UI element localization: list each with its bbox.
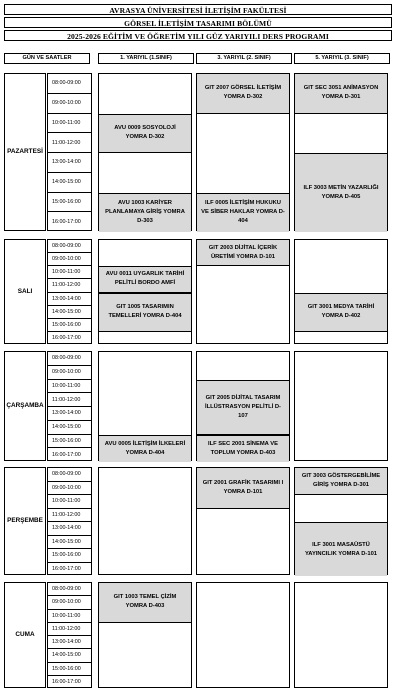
course-cell: AVU 1003 KARİYER PLANLAMAYA GİRİŞ YOMRA D-303 — [99, 193, 191, 233]
course-cell: ILF 3001 MASAÜSTÜ YAYINCILIK YOMRA D-101 — [295, 522, 387, 576]
time-slot: 16:00-17:00 — [52, 679, 81, 686]
time-slot: 09:00-10:00 — [48, 596, 91, 609]
day-label: PERŞEMBE — [7, 517, 43, 524]
time-slot-column — [47, 73, 92, 231]
course-cell: ILF SEC 2001 SİNEMA VE TOPLUM YOMRA D-403 — [197, 435, 289, 463]
time-slot: 16:00-17:00 — [52, 335, 81, 342]
time-slot: 13:00-14:00 — [48, 636, 91, 649]
time-slot: 16:00-17:00 — [52, 219, 81, 226]
time-slot: 10:00-11:00 — [48, 266, 91, 279]
time-slot: 09:00-10:00 — [48, 366, 91, 380]
time-slot-column — [47, 239, 92, 344]
time-slot: 13:00-14:00 — [48, 407, 91, 421]
department-title: GÖRSEL İLETİŞİM TASARIMI BÖLÜMÜ — [4, 17, 392, 28]
time-slot: 14:00-15:00 — [48, 536, 91, 550]
time-slot: 15:00-16:00 — [48, 549, 91, 563]
time-slot: 13:00-14:00 — [48, 153, 91, 173]
time-slot: 13:00-14:00 — [48, 293, 91, 306]
schedule-column-year3 — [294, 239, 388, 344]
course-cell: AVU 0011 UYGARLIK TARİHİ PELİTLİ BORDO AMFİ — [99, 266, 191, 292]
time-slot: 08:00-09:00 — [48, 583, 91, 596]
course-cell: ILF 3003 METİN YAZARLIĞI YOMRA D-405 — [295, 153, 387, 232]
time-slot: 14:00-15:00 — [48, 306, 91, 319]
time-slot: 08:00-09:00 — [48, 240, 91, 253]
time-slot: 10:00-11:00 — [48, 610, 91, 623]
course-cell: GIT 1005 TASARIMIN TEMELLERİ YOMRA D-404 — [99, 293, 191, 332]
schedule-column-year2 — [196, 467, 290, 575]
time-slot: 08:00-09:00 — [48, 352, 91, 366]
course-cell: GIT 2003 DİJİTAL İÇERİK ÜRETİMİ YOMRA D-101 — [197, 240, 289, 266]
course-cell: GIT 2007 GÖRSEL İLETİŞİM YOMRA D-302 — [197, 74, 289, 114]
time-slot: 11:00-12:00 — [48, 623, 91, 636]
time-slot: 09:00-10:00 — [48, 253, 91, 266]
time-slot: 14:00-15:00 — [48, 649, 91, 662]
day-label: CUMA — [15, 631, 35, 638]
schedule-column-year1 — [98, 73, 192, 231]
time-slot: 15:00-16:00 — [48, 193, 91, 213]
course-cell: GIT 2001 GRAFİK TASARIMI I YOMRA D-101 — [197, 468, 289, 509]
course-cell: AVU 0005 İLETİŞİM İLKELERİ YOMRA D-404 — [99, 435, 191, 463]
time-slot: 11:00-12:00 — [48, 133, 91, 153]
course-cell: GIT 3001 MEDYA TARİHİ YOMRA D-402 — [295, 293, 387, 332]
schedule-column-year1 — [98, 467, 192, 575]
course-cell: GIT 3003 GÖSTERGEBİLİME GİRİŞ YOMRA D-301 — [295, 468, 387, 495]
time-slot: 16:00-17:00 — [52, 452, 81, 459]
column-header-year3: 5. YARIYIL (3. SINIF) — [294, 53, 390, 64]
time-slot: 09:00-10:00 — [48, 482, 91, 496]
time-slot: 14:00-15:00 — [48, 421, 91, 435]
time-slot-column — [47, 467, 92, 575]
column-header-days-times: GÜN VE SAATLER — [4, 53, 90, 64]
course-cell: ILF 0005 İLETİŞİM HUKUKU VE SİBER HAKLAR YOMRA D-404 — [197, 193, 289, 233]
schedule-column-year2 — [196, 351, 290, 461]
time-slot: 15:00-16:00 — [48, 435, 91, 449]
schedule-column-year1 — [98, 582, 192, 688]
column-header-year2: 3. YARIYIL (2. SINIF) — [196, 53, 292, 64]
schedule-column-year3 — [294, 467, 388, 575]
time-slot: 15:00-16:00 — [48, 663, 91, 676]
time-slot: 16:00-17:00 — [52, 566, 81, 573]
program-title: 2025-2026 EĞİTİM VE ÖĞRETİM YILI GÜZ YARIYILI DERS PROGRAMI — [4, 30, 392, 41]
schedule-column-year1 — [98, 239, 192, 344]
time-slot: 15:00-16:00 — [48, 319, 91, 332]
time-slot: 11:00-12:00 — [48, 509, 91, 523]
day-label: ÇARŞAMBA — [6, 402, 44, 409]
time-slot: 10:00-11:00 — [48, 380, 91, 394]
university-title: AVRASYA ÜNİVERSİTESİ İLETİŞİM FAKÜLTESİ — [4, 4, 392, 15]
time-slot: 11:00-12:00 — [48, 393, 91, 407]
time-slot: 13:00-14:00 — [48, 522, 91, 536]
day-label: PAZARTESİ — [7, 148, 43, 155]
time-slot: 09:00-10:00 — [48, 94, 91, 114]
schedule-column-year2 — [196, 582, 290, 688]
time-slot: 10:00-11:00 — [48, 114, 91, 134]
time-slot: 14:00-15:00 — [48, 173, 91, 193]
time-slot-column — [47, 351, 92, 461]
schedule-column-year2 — [196, 73, 290, 231]
schedule-column-year3 — [294, 73, 388, 231]
time-slot: 10:00-11:00 — [48, 495, 91, 509]
schedule-column-year2 — [196, 239, 290, 344]
course-cell: GIT 1003 TEMEL ÇİZİM YOMRA D-403 — [99, 583, 191, 623]
time-slot: 08:00-09:00 — [48, 468, 91, 482]
schedule-column-year3 — [294, 351, 388, 461]
time-slot: 11:00-12:00 — [48, 279, 91, 292]
schedule-column-year1 — [98, 351, 192, 461]
course-cell: GIT SEC 3051 ANİMASYON YOMRA D-301 — [295, 74, 387, 114]
schedule-column-year3 — [294, 582, 388, 688]
course-cell: GIT 2005 DİJİTAL TASARIM İLLÜSTRASYON PELİTLİ D-107 — [197, 380, 289, 435]
course-cell: AVU 0009 SOSYOLOJİ YOMRA D-302 — [99, 114, 191, 154]
day-label: SALI — [17, 287, 33, 295]
time-slot-column — [47, 582, 92, 688]
column-header-year1: 1. YARIYIL (1.SINIF) — [98, 53, 194, 64]
time-slot: 08:00-09:00 — [48, 74, 91, 94]
